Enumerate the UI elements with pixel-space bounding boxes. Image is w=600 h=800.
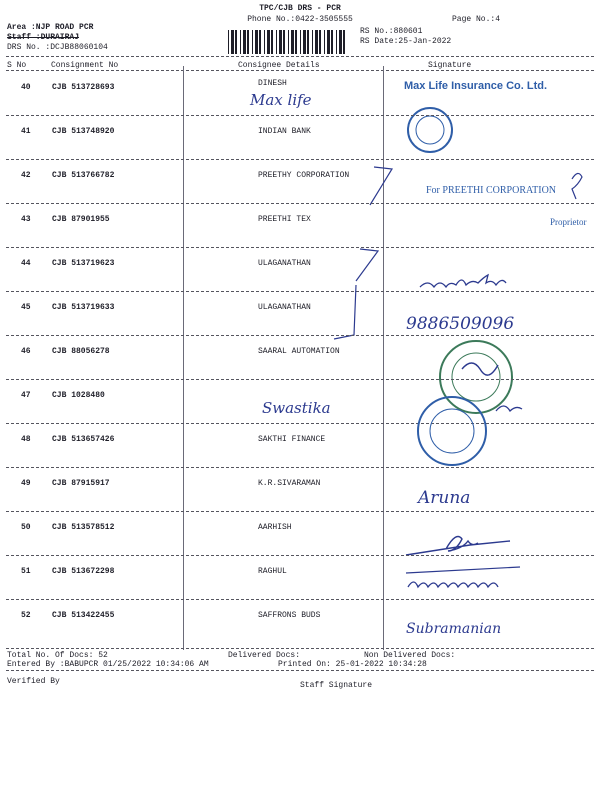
row-consignee: SAKTHI FINANCE xyxy=(258,435,326,444)
barcode-bar xyxy=(312,30,313,54)
column-header-signature: Signature xyxy=(428,61,472,70)
barcode-bar xyxy=(300,30,301,54)
document-title: TPC/CJB DRS - PCR xyxy=(259,4,341,13)
barcode-bar xyxy=(336,30,337,54)
table-row xyxy=(0,159,600,202)
row-consignment: CJB 513766782 xyxy=(52,171,115,180)
footer-divider xyxy=(6,670,594,671)
handwritten-signature: Subramanian xyxy=(406,621,502,637)
handwritten-signature: Max life xyxy=(250,91,312,109)
entered-by: Entered By :BABUPCR 01/25/2022 10:34:06 AM xyxy=(7,660,209,669)
row-consignment: CJB 513719623 xyxy=(52,259,115,268)
handwritten-signature-icon xyxy=(406,537,510,555)
row-signature xyxy=(400,603,590,639)
barcode-bar xyxy=(276,30,277,54)
row-consignee: SAARAL AUTOMATION xyxy=(258,347,340,356)
row-signature xyxy=(400,163,590,199)
barcode-bar xyxy=(307,30,309,54)
row-consignment: CJB 87901955 xyxy=(52,215,110,224)
barcode-bar xyxy=(327,30,330,54)
row-signature xyxy=(400,295,590,334)
check-mark-icon xyxy=(370,167,392,205)
column-header-sno: S No xyxy=(7,61,27,70)
barcode-bar xyxy=(279,30,282,54)
barcode-bar xyxy=(231,30,234,54)
row-sno: 47 xyxy=(21,391,31,400)
row-sno: 52 xyxy=(21,611,31,620)
column-header-consignee: Consignee Details xyxy=(238,61,320,70)
row-consignment: CJB 513719633 xyxy=(52,303,115,312)
barcode-bar xyxy=(315,30,318,54)
handwritten-tamil-signature-icon xyxy=(420,275,506,287)
page-number: Page No.:4 xyxy=(452,15,501,24)
row-sno: 51 xyxy=(21,567,31,576)
barcode-bar xyxy=(343,30,345,54)
row-consignee: ULAGANATHAN xyxy=(258,259,311,268)
row-consignment: CJB 513728693 xyxy=(52,83,115,92)
row-sno: 42 xyxy=(21,171,31,180)
barcode-bar xyxy=(259,30,261,54)
drs-number: DRS No. :DCJB88060104 xyxy=(7,43,108,52)
row-consignment: CJB 1028480 xyxy=(52,391,105,400)
table-row xyxy=(0,71,600,114)
table-row xyxy=(0,203,600,246)
row-sno: 43 xyxy=(21,215,31,224)
row-consignment: CJB 513422455 xyxy=(52,611,115,620)
verified-by: Verified By xyxy=(7,677,60,686)
rs-date: RS Date:25-Jan-2022 xyxy=(360,37,452,46)
barcode-bar xyxy=(228,30,229,54)
barcode-bar xyxy=(243,30,246,54)
barcode-bar xyxy=(324,30,325,54)
row-consignment: CJB 88056278 xyxy=(52,347,110,356)
barcode-bar xyxy=(255,30,258,54)
barcode xyxy=(228,30,350,54)
row-sno: 44 xyxy=(21,259,31,268)
table-row xyxy=(0,599,600,642)
proprietor-stamp: Proprietor xyxy=(550,217,587,227)
total-docs: Total No. Of Docs: 52 xyxy=(7,651,108,660)
barcode-bar xyxy=(295,30,297,54)
table-row xyxy=(0,379,600,422)
row-consignee: ULAGANATHAN xyxy=(258,303,311,312)
header-divider xyxy=(6,56,594,57)
table-row xyxy=(0,247,600,290)
row-signature xyxy=(400,559,590,595)
barcode-bar xyxy=(240,30,241,54)
row-consignment: CJB 87915917 xyxy=(52,479,110,488)
row-sno: 41 xyxy=(21,127,31,136)
table-row xyxy=(0,115,600,158)
barcode-bar xyxy=(339,30,342,54)
barcode-bar xyxy=(303,30,306,54)
table-row xyxy=(0,335,600,378)
row-sno: 40 xyxy=(21,83,31,92)
printed-on: Printed On: 25-01-2022 10:34:28 xyxy=(278,660,427,669)
table-row xyxy=(0,467,600,510)
barcode-bar xyxy=(288,30,289,54)
company-stamp: Max Life Insurance Co. Ltd. xyxy=(404,80,548,92)
row-sno: 46 xyxy=(21,347,31,356)
barcode-bar xyxy=(291,30,294,54)
row-signature xyxy=(400,251,590,287)
barcode-bar xyxy=(331,30,333,54)
row-consignee: DINESH xyxy=(258,79,287,88)
footer-divider xyxy=(6,648,594,649)
column-header-consignment: Consignment No xyxy=(51,61,119,70)
handwritten-tamil-signature-icon xyxy=(408,582,498,587)
handwritten-signature: Swastika xyxy=(262,399,331,417)
row-consignee: PREETHI TEX xyxy=(258,215,311,224)
row-sno: 45 xyxy=(21,303,31,312)
row-consignee: PREETHY CORPORATION xyxy=(258,171,350,180)
barcode-bar xyxy=(247,30,249,54)
phone-number: Phone No.:0422-3505555 xyxy=(247,15,353,24)
barcode-bar xyxy=(235,30,237,54)
table-row xyxy=(0,511,600,554)
rs-number: RS No.:880601 xyxy=(360,27,423,36)
row-consignee: INDIAN BANK xyxy=(258,127,311,136)
company-stamp: For PREETHI CORPORATION xyxy=(426,185,557,196)
table-row xyxy=(0,555,600,598)
row-signature xyxy=(400,515,590,551)
row-signature xyxy=(262,383,590,419)
row-sno: 49 xyxy=(21,479,31,488)
delivered-docs: Delivered Docs: xyxy=(228,651,301,660)
barcode-bar xyxy=(271,30,273,54)
row-consignment: CJB 513578512 xyxy=(52,523,115,532)
barcode-bar xyxy=(319,30,321,54)
row-consignment: CJB 513657426 xyxy=(52,435,115,444)
row-consignee: SAFFRONS BUDS xyxy=(258,611,321,620)
staff-signature: Staff Signature xyxy=(300,681,373,690)
non-delivered-docs: Non Delivered Docs: xyxy=(364,651,456,660)
table-row xyxy=(0,291,600,334)
row-sno: 48 xyxy=(21,435,31,444)
handwritten-phone-number: 9886509096 xyxy=(406,314,515,334)
barcode-bar xyxy=(252,30,253,54)
barcode-bar xyxy=(264,30,265,54)
handwritten-signature: Aruna xyxy=(418,488,471,508)
row-signature xyxy=(400,471,590,507)
row-consignee: RAGHUL xyxy=(258,567,287,576)
area-label: Area :NJP ROAD PCR xyxy=(7,23,94,32)
row-sno: 50 xyxy=(21,523,31,532)
barcode-bar xyxy=(267,30,270,54)
row-consignment: CJB 513672298 xyxy=(52,567,115,576)
row-signature xyxy=(400,339,590,375)
row-consignment: CJB 513748920 xyxy=(52,127,115,136)
row-signature xyxy=(400,427,590,463)
table-row xyxy=(0,423,600,466)
staff-label: Staff :DURAIRAJ xyxy=(7,33,80,42)
row-consignee: K.R.SIVARAMAN xyxy=(258,479,321,488)
row-consignee: AARHISH xyxy=(258,523,292,532)
row-signature xyxy=(400,207,590,243)
barcode-bar xyxy=(283,30,285,54)
